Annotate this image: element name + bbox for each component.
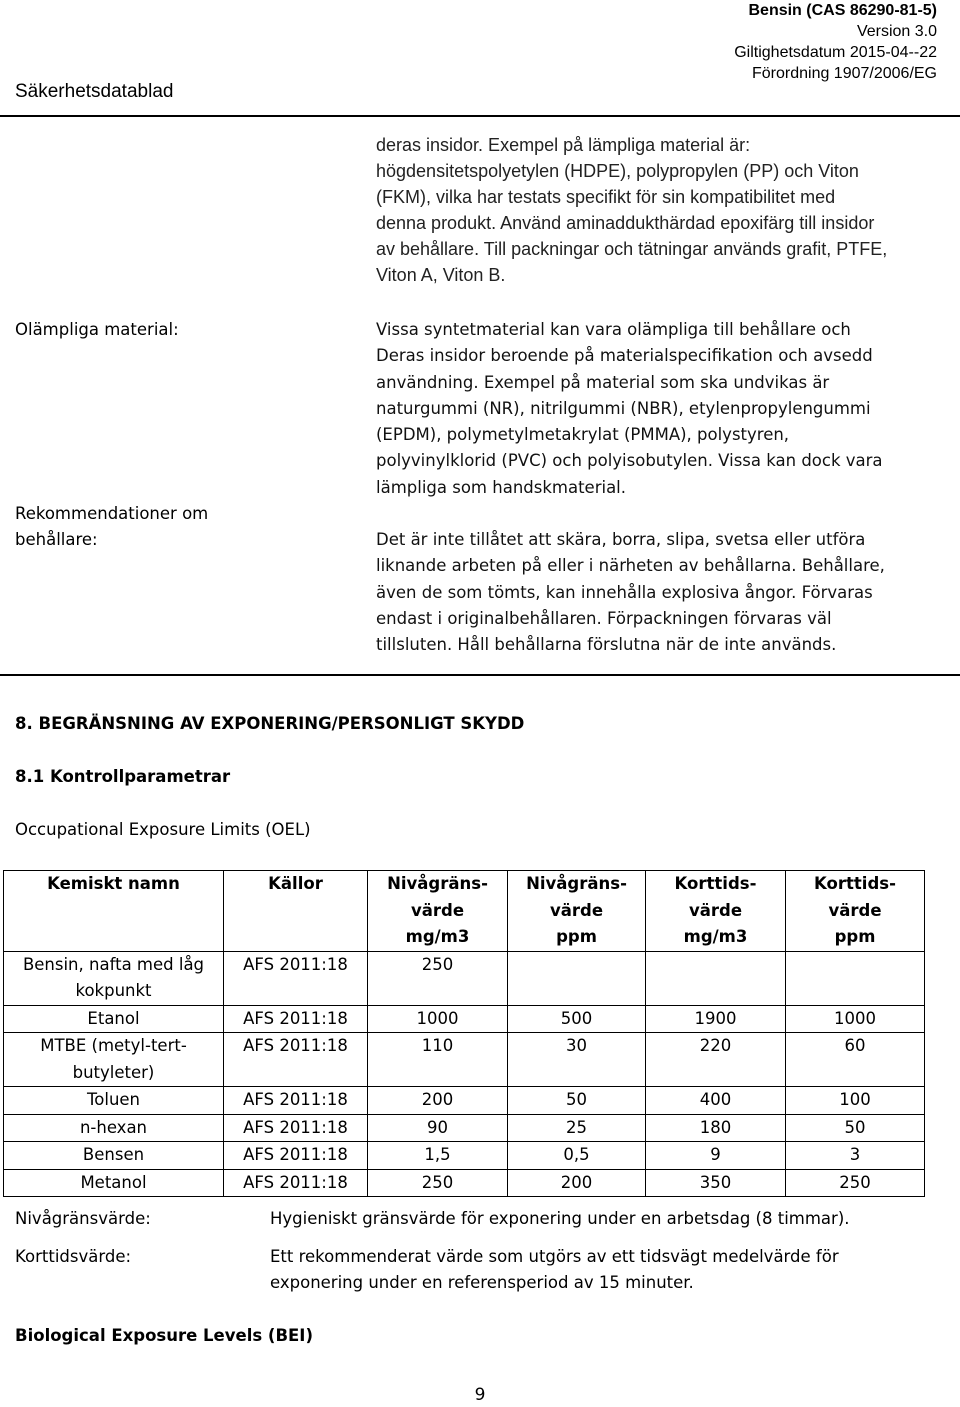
table-cell: 400 bbox=[646, 1087, 786, 1115]
product-name: Bensin (CAS 86290-81-5) bbox=[748, 2, 937, 19]
container-recommendations-text bbox=[376, 527, 956, 658]
table-cell: n-hexan bbox=[4, 1114, 224, 1142]
table-row bbox=[4, 1142, 925, 1170]
table-cell: 30 bbox=[508, 1033, 646, 1087]
table-cell: 50 bbox=[786, 1114, 925, 1142]
regulation: Förordning 1907/2006/EG bbox=[751, 65, 937, 82]
bei-heading: Biological Exposure Levels (BEI) bbox=[15, 1326, 313, 1345]
text-line: endast i originalbehållaren. Förpackningen förvaras väl bbox=[376, 608, 832, 628]
definition-term-short: Korttidsvärde: bbox=[15, 1247, 132, 1266]
unsuitable-materials-label: Olämpliga material: bbox=[15, 320, 179, 339]
table-row bbox=[4, 1087, 925, 1115]
table-header-row bbox=[4, 871, 925, 952]
text-line: (EPDM), polymetylmetakrylat (PMMA), polystyren, bbox=[376, 425, 790, 445]
text-line: naturgummi (NR), nitrilgummi (NBR), etylenpropylengummi bbox=[376, 398, 871, 418]
table-cell: 0,5 bbox=[508, 1142, 646, 1170]
valid-date: Giltighetsdatum 2015-04--22 bbox=[734, 44, 937, 61]
table-cell: Etanol bbox=[4, 1005, 224, 1033]
text-line: lämpliga som handskmaterial. bbox=[376, 477, 627, 497]
table-cell: 3 bbox=[786, 1142, 925, 1170]
text-line: Vissa syntetmaterial kan vara olämpliga till behållare och bbox=[376, 320, 851, 339]
text-line: deras insidor. Exempel på lämpliga material är: bbox=[376, 135, 751, 155]
table-cell: AFS 2011:18 bbox=[224, 1142, 368, 1170]
materials-paragraph bbox=[376, 132, 956, 288]
col-header-limit-mg: Nivågräns- värde mg/m3 bbox=[368, 871, 508, 952]
table-cell: 100 bbox=[786, 1087, 925, 1115]
table-cell: 350 bbox=[646, 1169, 786, 1197]
text-line: denna produkt. Använd aminaddukthärdad epoxifärg till insidor bbox=[376, 213, 875, 233]
definition-text-limit: Hygieniskt gränsvärde för exponering under en arbetsdag (8 timmar). bbox=[270, 1209, 850, 1228]
label-line: Rekommendationer om bbox=[15, 504, 209, 523]
text-line: Deras insidor beroende på materialspecifikation och avsedd bbox=[376, 346, 873, 366]
document-header-meta bbox=[734, 0, 937, 84]
table-row bbox=[4, 1114, 925, 1142]
oel-table bbox=[3, 870, 925, 1197]
text-line: (FKM), vilka har testats specifikt för sin kompatibilitet med bbox=[376, 187, 836, 207]
table-row bbox=[4, 1033, 925, 1087]
col-header-limit-ppm: Nivågräns- värde ppm bbox=[508, 871, 646, 952]
col-header-short-ppm: Korttids- värde ppm bbox=[786, 871, 925, 952]
document-title: Säkerhetsdatablad bbox=[15, 81, 174, 102]
page-number: 9 bbox=[474, 1385, 486, 1405]
section-8-1-heading: 8.1 Kontrollparametrar bbox=[15, 767, 231, 786]
col-header-short-mg: Korttids- värde mg/m3 bbox=[646, 871, 786, 952]
table-cell: Toluen bbox=[4, 1087, 224, 1115]
unsuitable-materials-text bbox=[376, 317, 956, 501]
label-line: behållare: bbox=[15, 530, 98, 549]
text-line: Det är inte tillåtet att skära, borra, slipa, svetsa eller utföra bbox=[376, 530, 866, 549]
table-cell: 90 bbox=[368, 1114, 508, 1142]
table-cell bbox=[646, 951, 786, 1005]
col-header-source: Källor bbox=[224, 871, 368, 952]
text-line: Viton A, Viton B. bbox=[376, 265, 506, 285]
header-divider bbox=[0, 115, 960, 117]
table-cell: AFS 2011:18 bbox=[224, 1087, 368, 1115]
table-cell: Bensin, nafta med låg kokpunkt bbox=[4, 951, 224, 1005]
table-row bbox=[4, 1169, 925, 1197]
table-cell: 250 bbox=[368, 951, 508, 1005]
table-cell bbox=[786, 951, 925, 1005]
text-line: även de som tömts, kan innehålla explosiva ångor. Förvaras bbox=[376, 582, 873, 602]
table-cell: Bensen bbox=[4, 1142, 224, 1170]
table-cell: 1000 bbox=[368, 1005, 508, 1033]
table-cell: 250 bbox=[786, 1169, 925, 1197]
text-line: liknande arbeten på eller i närheten av behållarna. Behållare, bbox=[376, 556, 885, 576]
table-cell: 1,5 bbox=[368, 1142, 508, 1170]
table-cell: 9 bbox=[646, 1142, 786, 1170]
table-cell: 110 bbox=[368, 1033, 508, 1087]
table-cell: AFS 2011:18 bbox=[224, 1005, 368, 1033]
table-row bbox=[4, 1005, 925, 1033]
table-cell: MTBE (metyl-tert- butyleter) bbox=[4, 1033, 224, 1087]
table-cell: 25 bbox=[508, 1114, 646, 1142]
table-cell: 250 bbox=[368, 1169, 508, 1197]
table-cell: AFS 2011:18 bbox=[224, 951, 368, 1005]
table-cell: 220 bbox=[646, 1033, 786, 1087]
definition-text-short bbox=[270, 1244, 950, 1296]
table-cell: AFS 2011:18 bbox=[224, 1033, 368, 1087]
table-row bbox=[4, 951, 925, 1005]
table-cell: 500 bbox=[508, 1005, 646, 1033]
table-cell: 200 bbox=[368, 1087, 508, 1115]
table-cell: 200 bbox=[508, 1169, 646, 1197]
table-cell: 1000 bbox=[786, 1005, 925, 1033]
table-cell: Metanol bbox=[4, 1169, 224, 1197]
text-line: polyvinylklorid (PVC) och polyisobutylen. Vissa kan dock vara bbox=[376, 451, 883, 471]
definition-term-limit: Nivågränsvärde: bbox=[15, 1209, 151, 1228]
text-line: tillsluten. Håll behållarna förslutna när de inte används. bbox=[376, 635, 837, 655]
version: Version 3.0 bbox=[856, 23, 937, 40]
table-cell: 60 bbox=[786, 1033, 925, 1087]
oel-heading: Occupational Exposure Limits (OEL) bbox=[15, 820, 311, 839]
text-line: användning. Exempel på material som ska undvikas är bbox=[376, 372, 830, 392]
section-8-heading: 8. BEGRÄNSNING AV EXPONERING/PERSONLIGT SKYDD bbox=[15, 714, 525, 733]
table-cell: AFS 2011:18 bbox=[224, 1169, 368, 1197]
text-line: exponering under en referensperiod av 15 minuter. bbox=[270, 1273, 694, 1292]
section-divider bbox=[0, 674, 960, 676]
col-header-chemical: Kemiskt namn bbox=[4, 871, 224, 952]
table-cell: 50 bbox=[508, 1087, 646, 1115]
text-line: Ett rekommenderat värde som utgörs av ett tidsvägt medelvärde för bbox=[270, 1247, 839, 1266]
table-cell: 1900 bbox=[646, 1005, 786, 1033]
text-line: högdensitetspolyetylen (HDPE), polypropylen (PP) och Viton bbox=[376, 161, 859, 181]
table-cell: 180 bbox=[646, 1114, 786, 1142]
table-cell: AFS 2011:18 bbox=[224, 1114, 368, 1142]
text-line: av behållare. Till packningar och tätningar används grafit, PTFE, bbox=[376, 239, 888, 259]
container-recommendations-label bbox=[15, 501, 208, 553]
table-cell bbox=[508, 951, 646, 1005]
